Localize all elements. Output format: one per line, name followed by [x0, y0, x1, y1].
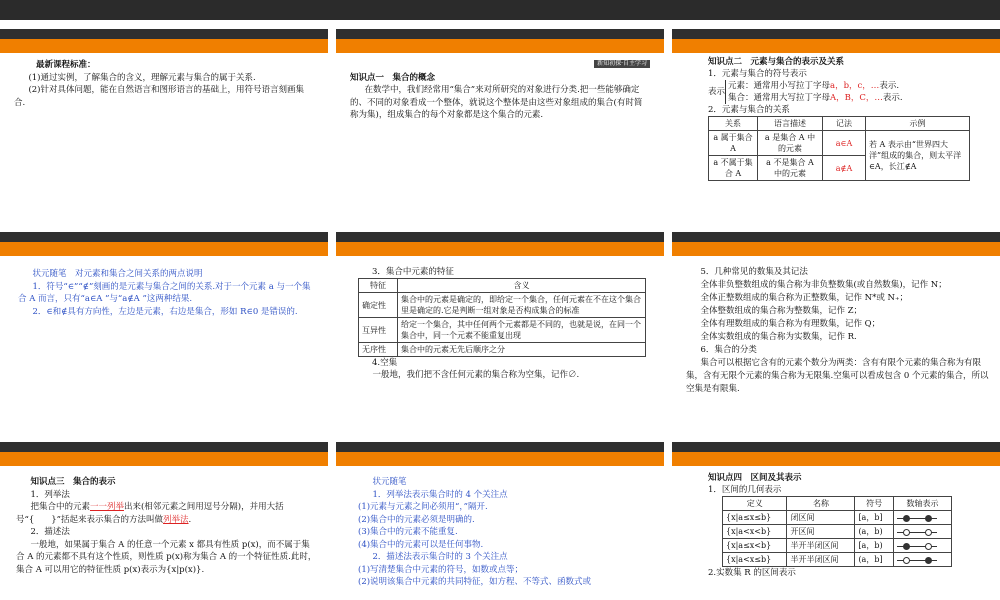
interval-table	[722, 496, 952, 567]
text-span: 把集合中的元素	[30, 502, 90, 512]
number-line-open	[893, 525, 951, 539]
slide-dark-bar	[0, 442, 328, 452]
slide-orange-bar	[336, 39, 664, 53]
slide-8-title: 状元随笔	[372, 477, 407, 487]
table-cell: [a，b)	[855, 539, 893, 553]
slide-7-body-1	[16, 501, 318, 526]
slide-orange-bar	[672, 39, 1000, 53]
slide-6-line-4: 全体整数组成的集合称为整数集，记作 Z；	[700, 306, 863, 316]
slide-8-line-4: (3)集合中的元素不能重复.	[358, 527, 458, 537]
slide-dark-bar	[672, 29, 1000, 39]
slide-8[interactable]	[336, 442, 664, 600]
slide-dark-bar	[672, 232, 1000, 242]
slide-9-title: 知识点四 区间及其表示	[708, 473, 802, 483]
slide-3-sub-1: 1．元素与集合的符号表示	[708, 69, 807, 79]
slide-1-line-1: (1)通过实例，了解集合的含义，理解元素与集合的属于关系.	[28, 72, 256, 83]
slide-dark-bar	[672, 442, 1000, 452]
slide-orange-bar	[672, 242, 1000, 256]
slide-9-sub-1: 1．区间的几何表示	[708, 485, 782, 495]
table-cell: 开区间	[787, 525, 855, 539]
table-cell: 闭区间	[787, 511, 855, 525]
table-header: 示例	[866, 117, 970, 131]
slide-2-body: 在数学中，我们经常用“集合”来对所研究的对象进行分类.把一些能够确定的、不同的对象看成一个整体，就说这个整体是由这些对象组成的集合(有时简称为集)，组成集合的每个对象都是这个集合的元素.	[350, 85, 643, 120]
slide-6-line-1: 5．几种常见的数集及其记法	[700, 267, 808, 277]
slide-8-line-3: (2)集合中的元素必须是明确的.	[358, 514, 475, 525]
text-span: 出来(相邻元素之间用逗号分隔)，并用大括号“{ }”括起来表示集合的方法叫做	[16, 502, 284, 525]
slide-3-sub-2: 2．元素与集合的关系	[708, 105, 790, 115]
slide-4-line-2: 2．∈和∉具有方向性，左边是元素，右边是集合，形如 R∈0 是错误的.	[32, 306, 298, 317]
slide-6-line-5: 全体有理数组成的集合称为有理数集，记作 Q；	[700, 319, 881, 329]
slide-9[interactable]	[672, 442, 1000, 600]
slide-6[interactable]	[672, 232, 1000, 432]
text-span: .	[188, 514, 192, 525]
slide-5[interactable]	[336, 232, 664, 432]
represent-label: 表示	[708, 87, 726, 97]
table-cell: {x|a<x<b}	[723, 525, 787, 539]
slide-3[interactable]	[672, 29, 1000, 229]
slide-4-line-1: 1．符号“∈”“∉”刻画的是元素与集合之间的关系.对于一个元素 a 与一个集合 A 而言，只有“a∈A ”与“a∉A ”这两种结果.	[18, 281, 311, 304]
table-cell: {x|a≤x≤b}	[723, 511, 787, 525]
symbol-representation	[708, 80, 992, 104]
slide-5-body: 一般地，我们把不含任何元素的集合称为空集，记作∅.	[372, 370, 580, 380]
table-cell: [a，b]	[855, 511, 893, 525]
set-letters: A，B，C，…	[830, 93, 883, 103]
slide-orange-bar	[0, 39, 328, 53]
slide-2-title: 知识点一 集合的概念	[350, 72, 436, 83]
table-cell: a 是集合 A 中的元素	[758, 131, 823, 156]
table-cell-example: 若 A 表示由“世界四大洋”组成的集合，则太平洋∈A，长江∉A	[866, 131, 970, 181]
slide-8-line-1: 1．列举法表示集合时的 4 个关注点	[372, 489, 508, 500]
table-header: 符号	[855, 497, 893, 511]
slide-orange-bar	[0, 452, 328, 466]
table-cell: 集合中的元素无先后顺序之分	[398, 343, 646, 357]
table-cell: (a，b)	[855, 525, 893, 539]
number-line-half-open-right	[893, 539, 951, 553]
table-header: 关系	[709, 117, 758, 131]
table-header: 含义	[398, 279, 646, 293]
element-letters: a，b，c，…	[830, 81, 880, 91]
slide-6-line-3: 全体正整数组成的集合称为正整数集，记作 N*或 N₊；	[700, 293, 908, 303]
number-line-half-open-left	[893, 553, 951, 567]
slide-6-line-2: 全体非负整数组成的集合称为非负整数集(或自然数集)，记作 N；	[700, 280, 947, 290]
slide-9-sub-2: 2.实数集 R 的区间表示	[708, 568, 796, 578]
slide-2[interactable]	[336, 29, 664, 229]
element-rule-end: 表示.	[879, 81, 900, 91]
table-header: 数轴表示	[893, 497, 951, 511]
table-cell: 给定一个集合，其中任何两个元素都是不同的，也就是说，在同一个集合中，同一个元素不能重复出现	[398, 318, 646, 343]
slide-dark-bar	[336, 29, 664, 39]
slide-6-line-7: 6．集合的分类	[700, 345, 757, 355]
slide-6-line-8: 集合可以根据它含有的元素个数分为两类：含有有限个元素的集合称为有限集，含有无限个元素的集合称为无限集.空集可以看成包含 0 个元素的集合，所以空集是有限集.	[686, 358, 989, 394]
table-header: 定义	[723, 497, 787, 511]
slide-8-line-7: (1)写清楚集合中元素的符号，如数或点等；	[358, 564, 524, 575]
set-rule: 集合：通常用大写拉丁字母	[728, 93, 831, 103]
slide-dark-bar	[0, 232, 328, 242]
slide-1[interactable]	[0, 29, 328, 229]
slide-1-title: 最新课程标准：	[36, 60, 96, 70]
slide-4[interactable]	[0, 232, 328, 432]
slide-8-line-6: 2．描述法表示集合时的 3 个关注点	[372, 552, 508, 562]
slide-7-body-2: 一般地，如果属于集合 A 的任意一个元素 x 都具有性质 p(x)，而不属于集合 A 的元素都不具有这个性质，则性质 p(x)称为集合 A 的一个特征性质.此时，集合 A 可以用它的特征性质 p(x)表示为{x|p(x)}.	[16, 539, 317, 575]
answer-blank: 列举法	[163, 514, 189, 525]
table-cell: a 不属于集合 A	[709, 156, 758, 181]
element-rule: 元素：通常用小写拉丁字母	[728, 81, 831, 91]
number-line-closed	[893, 511, 951, 525]
table-cell: a 不是集合 A 中的元素	[758, 156, 823, 181]
table-cell: a∈A	[823, 131, 866, 156]
table-cell: 确定性	[359, 293, 398, 318]
table-cell: (a，b]	[855, 553, 893, 567]
slide-1-line-2: (2)针对具体问题，能在自然语言和图形语言的基础上，用符号语言刻画集合.	[14, 85, 304, 108]
section-badge: 新知初探·自主学习	[594, 60, 650, 68]
table-header: 记法	[823, 117, 866, 131]
slide-orange-bar	[336, 452, 664, 466]
table-cell: a∉A	[823, 156, 866, 181]
table-header: 名称	[787, 497, 855, 511]
table-cell: {x|a<x≤b}	[723, 553, 787, 567]
table-cell: 互异性	[359, 318, 398, 343]
table-cell: {x|a≤x<b}	[723, 539, 787, 553]
table-header: 特征	[359, 279, 398, 293]
top-bar	[0, 0, 1000, 20]
slide-dark-bar	[336, 232, 664, 242]
relation-table	[708, 116, 970, 181]
table-header: 语言描述	[758, 117, 823, 131]
slide-6-line-6: 全体实数组成的集合称为实数集，记作 R.	[700, 332, 857, 342]
table-cell: 半开半闭区间	[787, 539, 855, 553]
slide-dark-bar	[336, 442, 664, 452]
slide-orange-bar	[0, 242, 328, 256]
slide-7[interactable]	[0, 442, 328, 600]
table-cell: 无序性	[359, 343, 398, 357]
slide-7-sub-2: 2．描述法	[30, 527, 70, 537]
feature-table	[358, 278, 646, 357]
answer-blank: 一一列举	[89, 502, 124, 512]
slide-8-line-5: (4)集合中的元素可以是任何事物.	[358, 539, 484, 550]
set-rule-end: 表示.	[882, 93, 903, 103]
slide-5-title: 3．集合中元素的特征	[372, 267, 454, 277]
slide-3-title: 知识点二 元素与集合的表示及关系	[708, 57, 845, 67]
slide-dark-bar	[0, 29, 328, 39]
slide-orange-bar	[672, 452, 1000, 466]
slide-4-title: 状元随笔 对元素和集合之间关系的两点说明	[32, 269, 203, 279]
slide-orange-bar	[336, 242, 664, 256]
table-cell: 半开半闭区间	[787, 553, 855, 567]
slide-8-line-8: (2)说明该集合中元素的共同特征，如方程、不等式、函数式或	[358, 577, 592, 587]
table-cell: a 属于集合 A	[709, 131, 758, 156]
slide-8-line-2: (1)元素与元素之间必须用“，”隔开.	[358, 502, 488, 512]
table-cell: 集合中的元素是确定的，即给定一个集合，任何元素在不在这个集合里是确定的.它是判断一组对象是否构成集合的标准	[398, 293, 646, 318]
slide-7-title: 知识点三 集合的表示	[30, 477, 116, 487]
slide-7-sub-1: 1．列举法	[30, 489, 70, 500]
slide-5-sub: 4.空集	[372, 358, 398, 368]
